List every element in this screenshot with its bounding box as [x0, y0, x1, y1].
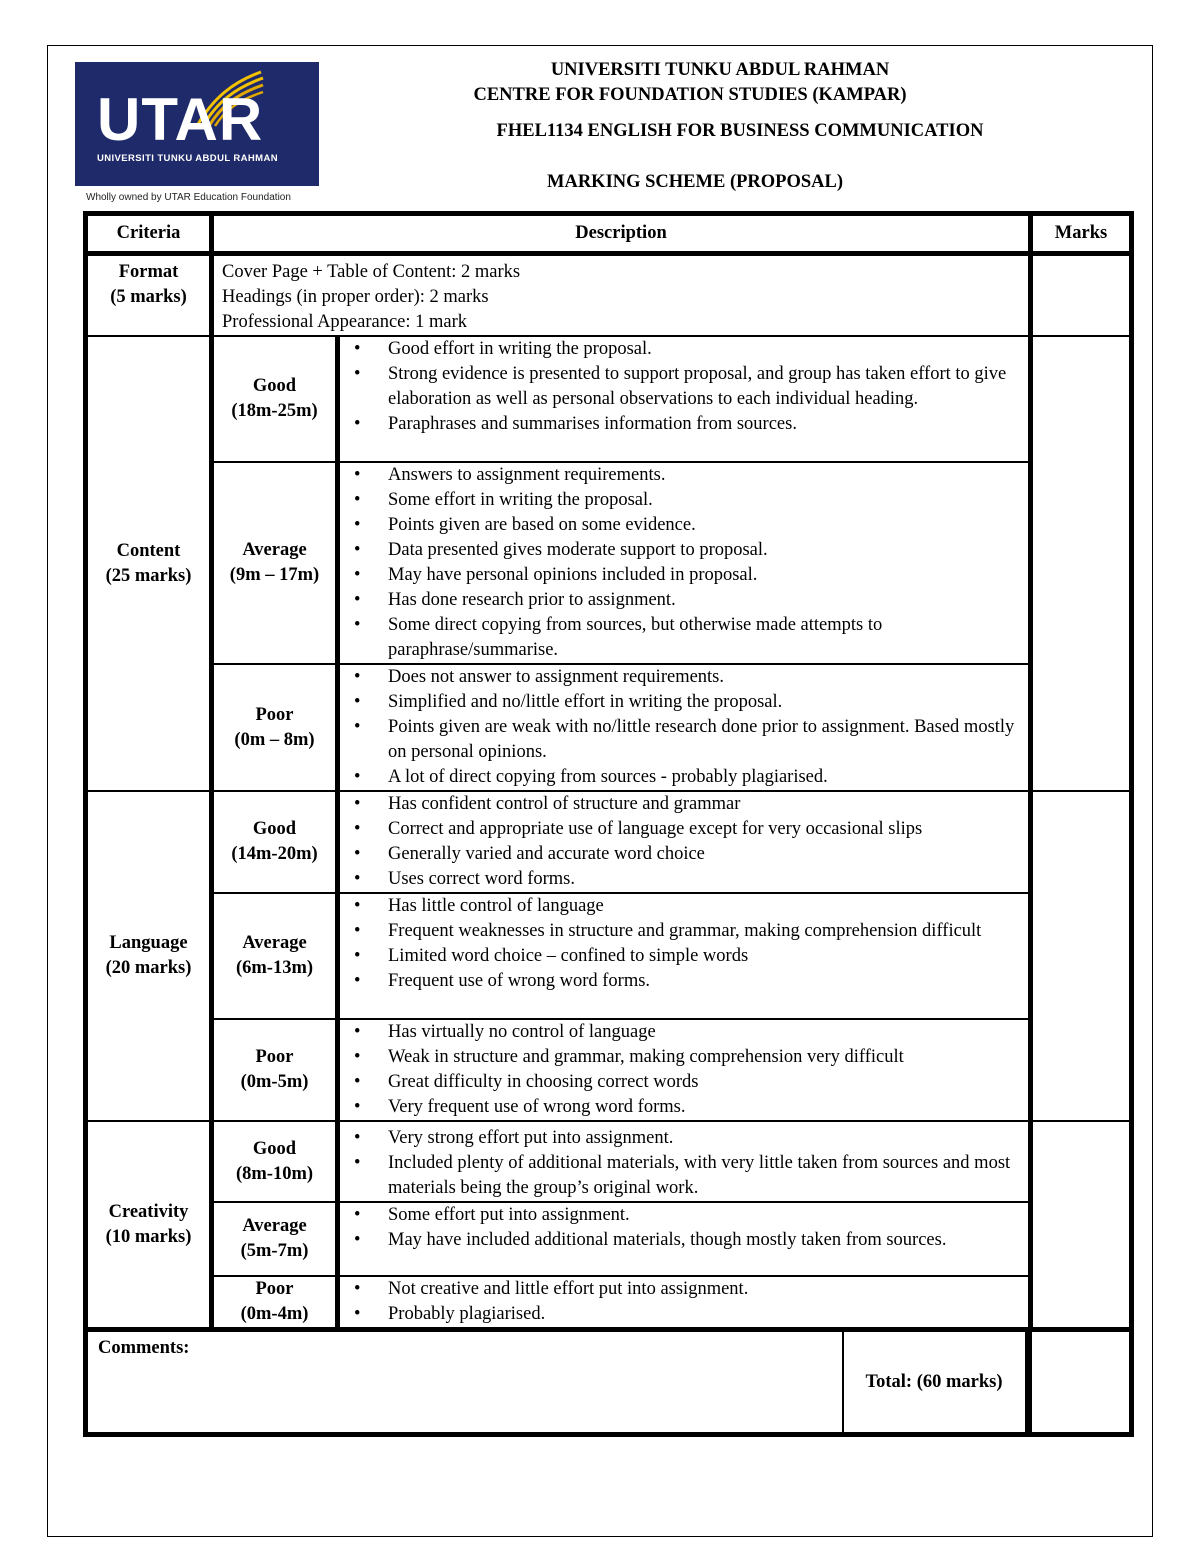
total-marks-cell[interactable]: [1031, 1330, 1132, 1435]
list-item: • Very strong effort put into assignment.: [348, 1126, 1020, 1151]
table-row: [86, 462, 1132, 664]
level-range: (14m-20m): [231, 844, 318, 864]
level-label: Average: [242, 540, 307, 560]
level-description: [338, 1019, 1031, 1121]
table-row: [86, 336, 1132, 462]
header-description: Description: [212, 214, 1031, 254]
level-label: Average: [242, 1216, 307, 1236]
list-item: • Good effort in writing the proposal.: [348, 337, 1020, 362]
list-item: • Some effort in writing the proposal.: [348, 488, 1020, 513]
list-item: • Probably plagiarised.: [348, 1302, 1020, 1327]
marking-scheme-table: [83, 211, 1134, 1437]
list-item: • Uses correct word forms.: [348, 867, 1020, 892]
list-item: • Not creative and little effort put into assignment.: [348, 1277, 1020, 1302]
marks-cell[interactable]: [1031, 336, 1132, 791]
criteria-label: Format: [118, 262, 179, 282]
level-label: Good: [252, 819, 297, 839]
level-poor: [212, 664, 338, 791]
level-range: (18m-25m): [231, 401, 318, 421]
document-title: MARKING SCHEME (PROPOSAL): [547, 172, 843, 192]
header-marks: Marks: [1031, 214, 1132, 254]
table-row: [86, 791, 1132, 893]
format-line: Headings (in proper order): 2 marks: [222, 287, 489, 307]
criteria-marks: (20 marks): [105, 958, 192, 978]
list-item: • Included plenty of additional materials, with very little taken from sources and most materials being the group’s original work.: [348, 1151, 1020, 1201]
list-item: • Strong evidence is presented to support proposal, and group has taken effort to give elaboration as well as personal observations to each individual heading.: [348, 362, 1020, 412]
level-label: Good: [252, 376, 297, 396]
table-row: [86, 1202, 1132, 1276]
level-average: [212, 893, 338, 1019]
list-item: • May have included additional materials, though mostly taken from sources.: [348, 1228, 1020, 1253]
level-good: [212, 791, 338, 893]
level-good: [212, 336, 338, 462]
list-item: • Simplified and no/little effort in writing the proposal.: [348, 690, 1020, 715]
level-label: Poor: [255, 704, 294, 725]
marks-cell[interactable]: [1031, 254, 1132, 337]
list-item: • Great difficulty in choosing correct words: [348, 1070, 1020, 1095]
level-range: (9m – 17m): [229, 565, 320, 585]
level-description: [338, 1202, 1031, 1276]
table-row: [86, 1121, 1132, 1202]
criteria-label: Creativity: [108, 1201, 189, 1222]
list-item: • Data presented gives moderate support to proposal.: [348, 538, 1020, 563]
logo-wordmark: UTAR: [97, 86, 264, 153]
criteria-marks: (5 marks): [110, 287, 187, 307]
comments-field[interactable]: [88, 1332, 844, 1432]
table-header-row: [86, 214, 1132, 254]
list-item: • Does not answer to assignment requirements.: [348, 665, 1020, 690]
criteria-label: Content: [116, 540, 181, 561]
level-description: [338, 664, 1031, 791]
level-description: [338, 893, 1031, 1019]
level-label: Good: [252, 1138, 297, 1159]
list-item: • Some effort put into assignment.: [348, 1203, 1020, 1228]
level-range: (0m-5m): [240, 1072, 309, 1092]
level-description: [338, 1121, 1031, 1202]
comments-row: [86, 1330, 1132, 1435]
table-row: [86, 893, 1132, 1019]
table-row: [86, 254, 1132, 337]
table-row: [86, 1276, 1132, 1330]
level-poor: [212, 1019, 338, 1121]
header-criteria: Criteria: [86, 214, 212, 254]
level-good: [212, 1121, 338, 1202]
list-item: • Has done research prior to assignment.: [348, 588, 1020, 613]
marks-cell[interactable]: [1031, 791, 1132, 1121]
level-label: Average: [242, 933, 307, 953]
format-line: Professional Appearance: 1 mark: [222, 312, 468, 332]
total-label-cell: [844, 1332, 1030, 1432]
list-item: • Has little control of language: [348, 894, 1020, 919]
level-range: (6m-13m): [235, 958, 314, 978]
level-poor: [212, 1276, 338, 1330]
level-average: [212, 462, 338, 664]
list-item: • Frequent use of wrong word forms.: [348, 969, 1020, 994]
logo-owned-by: Wholly owned by UTAR Education Foundation: [86, 192, 291, 203]
list-item: • Answers to assignment requirements.: [348, 463, 1020, 488]
format-description: [212, 254, 1031, 337]
level-label: Poor: [255, 1279, 294, 1299]
criteria-format: [86, 254, 212, 337]
level-description: [338, 462, 1031, 664]
format-line: Cover Page + Table of Content: 2 marks: [222, 262, 521, 282]
list-item: • Some direct copying from sources, but otherwise made attempts to paraphrase/summarise.: [348, 613, 1020, 663]
level-range: (0m-4m): [240, 1304, 309, 1324]
list-item: • Paraphrases and summarises information from sources.: [348, 412, 1020, 437]
list-item: • Weak in structure and grammar, making comprehension very difficult: [348, 1045, 1020, 1070]
list-item: • May have personal opinions included in proposal.: [348, 563, 1020, 588]
list-item: • Points given are weak with no/little research done prior to assignment. Based mostly on personal opinions.: [348, 715, 1020, 765]
utar-logo: [75, 62, 319, 186]
criteria-language: [86, 791, 212, 1121]
marks-cell[interactable]: [1031, 1121, 1132, 1330]
level-description: [338, 336, 1031, 462]
criteria-creativity: [86, 1121, 212, 1330]
list-item: • Generally varied and accurate word choice: [348, 842, 1020, 867]
list-item: • Points given are based on some evidence.: [348, 513, 1020, 538]
criteria-marks: (25 marks): [105, 565, 192, 586]
criteria-label: Language: [109, 933, 188, 953]
list-item: • Has virtually no control of language: [348, 1020, 1020, 1045]
level-average: [212, 1202, 338, 1276]
logo-subtitle: UNIVERSITI TUNKU ABDUL RAHMAN: [97, 153, 279, 164]
level-range: (8m-10m): [235, 1163, 314, 1184]
level-label: Poor: [255, 1047, 294, 1067]
criteria-marks: (10 marks): [105, 1226, 192, 1247]
table-row: [86, 664, 1132, 791]
list-item: • Has confident control of structure and grammar: [348, 792, 1020, 817]
table-row: [86, 1019, 1132, 1121]
list-item: • Frequent weaknesses in structure and grammar, making comprehension difficult: [348, 919, 1020, 944]
list-item: • Limited word choice – confined to simple words: [348, 944, 1020, 969]
comments-label: Comments:: [98, 1338, 190, 1358]
level-description: [338, 791, 1031, 893]
centre-name: CENTRE FOR FOUNDATION STUDIES (KAMPAR): [473, 85, 907, 105]
list-item: • A lot of direct copying from sources - probably plagiarised.: [348, 765, 1020, 790]
university-name: UNIVERSITI TUNKU ABDUL RAHMAN: [550, 60, 890, 80]
level-description: [338, 1276, 1031, 1330]
total-label: Total: (60 marks): [865, 1371, 1003, 1392]
list-item: • Correct and appropriate use of language except for very occasional slips: [348, 817, 1020, 842]
level-range: (5m-7m): [240, 1241, 309, 1261]
course-title: FHEL1134 ENGLISH FOR BUSINESS COMMUNICATION: [496, 121, 984, 141]
criteria-content: [86, 336, 212, 791]
level-range: (0m – 8m): [234, 729, 315, 750]
comments-total-cell: [86, 1330, 1031, 1435]
list-item: • Very frequent use of wrong word forms.: [348, 1095, 1020, 1120]
